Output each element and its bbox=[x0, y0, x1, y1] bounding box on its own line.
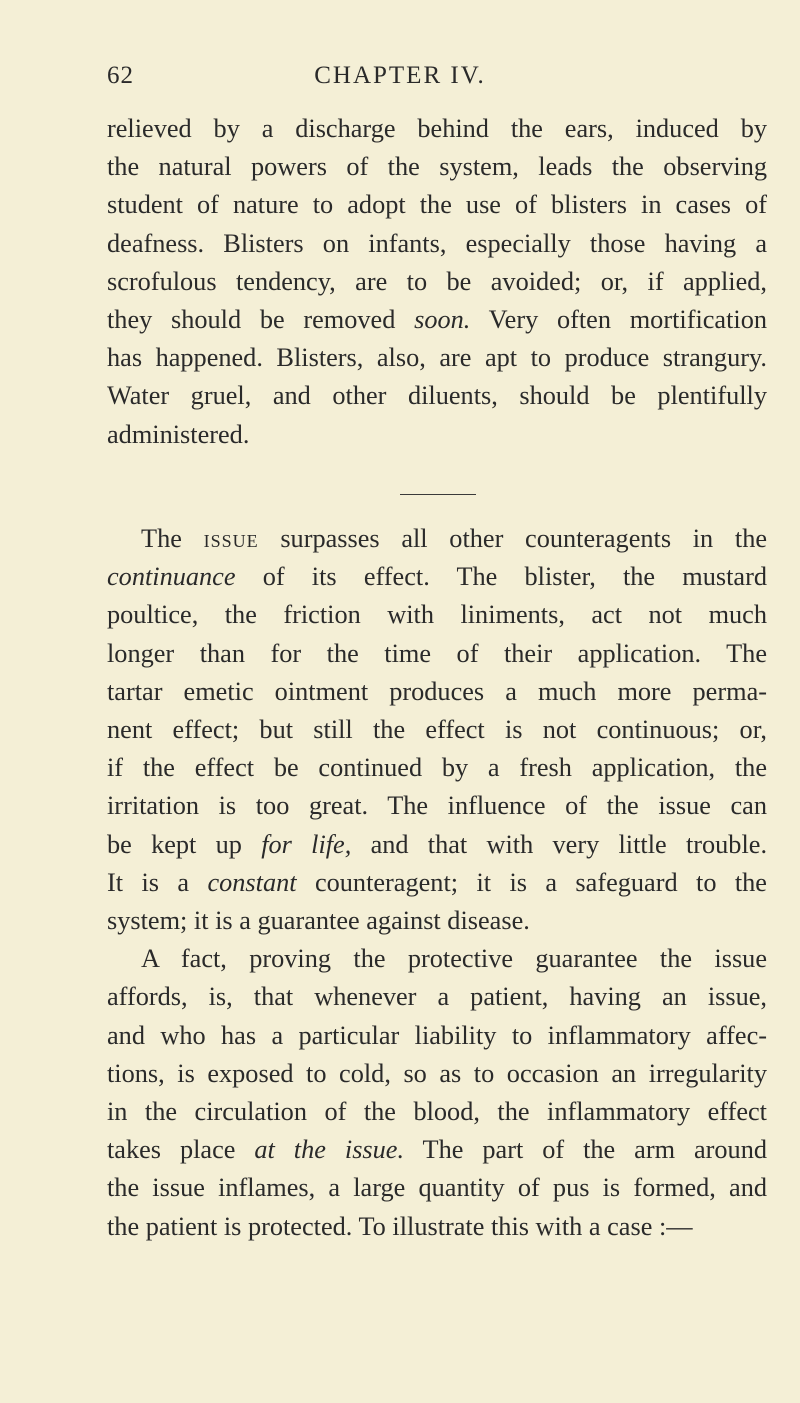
text-run: The part of the arm around bbox=[422, 1135, 767, 1165]
text-line bbox=[107, 301, 767, 339]
text-line bbox=[107, 558, 767, 596]
text-line bbox=[107, 1131, 767, 1169]
small-caps-term: issue bbox=[203, 524, 259, 553]
text-line: tartar emetic ointment produces a much more perma- bbox=[107, 676, 767, 706]
text-line: affords, is, that whenever a patient, having an issue, bbox=[107, 982, 767, 1012]
text-line: deafness. Blisters on infants, especially those having a bbox=[107, 228, 767, 258]
text-run: takes place bbox=[107, 1135, 236, 1165]
text-run: counteragent; it is a safeguard to the bbox=[314, 867, 767, 897]
text-line: student of nature to adopt the use of blisters in cases of bbox=[107, 190, 767, 220]
text-line: poultice, the friction with liniments, act not much bbox=[107, 600, 767, 630]
text-line: the issue inflames, a large quantity of pus is formed, and bbox=[107, 1173, 767, 1203]
text-run: and that with very little trouble. bbox=[370, 829, 768, 859]
text-line: and who has a particular liability to inflammatory affec- bbox=[107, 1020, 767, 1050]
text-line bbox=[107, 520, 767, 558]
text-run: they should be removed bbox=[107, 305, 396, 335]
text-line: relieved by a discharge behind the ears, induced by bbox=[107, 114, 767, 143]
text-run: of its effect. The blister, the mustard bbox=[262, 562, 767, 592]
text-run: surpasses all other counteragents in the bbox=[280, 524, 768, 553]
page-number: 62 bbox=[107, 62, 134, 89]
text-line: scrofulous tendency, are to be avoided; or, if applied, bbox=[107, 266, 767, 296]
text-line: has happened. Blisters, also, are apt to produce strangury. bbox=[107, 343, 767, 373]
chapter-heading: CHAPTER IV. bbox=[314, 62, 486, 89]
text-line: nent effect; but still the effect is not continuous; or, bbox=[107, 715, 767, 745]
italic-emphasis: soon. bbox=[414, 305, 471, 335]
text-line: tions, is exposed to cold, so as to occasion an irregularity bbox=[107, 1058, 767, 1088]
text-line: longer than for the time of their application. The bbox=[107, 638, 767, 668]
paragraph-continued bbox=[107, 110, 767, 454]
text-line: irritation is too great. The influence of the issue can bbox=[107, 791, 767, 821]
italic-emphasis: for life, bbox=[261, 829, 352, 859]
text-run: The bbox=[141, 524, 182, 553]
section-divider bbox=[400, 494, 476, 495]
text-run: be kept up bbox=[107, 829, 242, 859]
text-line: the patient is protected. To illustrate this with a case :— bbox=[107, 1211, 693, 1241]
text-line: A fact, proving the protective guarantee the issue bbox=[141, 944, 767, 974]
section-issue bbox=[107, 520, 767, 1246]
text-line bbox=[107, 826, 767, 864]
text-line: if the effect be continued by a fresh application, the bbox=[107, 753, 767, 783]
italic-emphasis: continuance bbox=[107, 562, 236, 592]
text-run: It is a bbox=[107, 867, 190, 897]
text-line: the natural powers of the system, leads the observing bbox=[107, 152, 767, 182]
text-line: Water gruel, and other diluents, should be plentifully bbox=[107, 381, 767, 411]
text-line: system; it is a guarantee against disease. bbox=[107, 906, 530, 936]
text-line bbox=[107, 864, 767, 902]
text-run: Very often mortification bbox=[488, 305, 768, 335]
text-line: in the circulation of the blood, the inflammatory effect bbox=[107, 1097, 767, 1127]
italic-emphasis: at the issue. bbox=[254, 1135, 405, 1165]
italic-emphasis: constant bbox=[207, 867, 297, 897]
running-head bbox=[107, 62, 693, 96]
text-line: administered. bbox=[107, 419, 250, 449]
